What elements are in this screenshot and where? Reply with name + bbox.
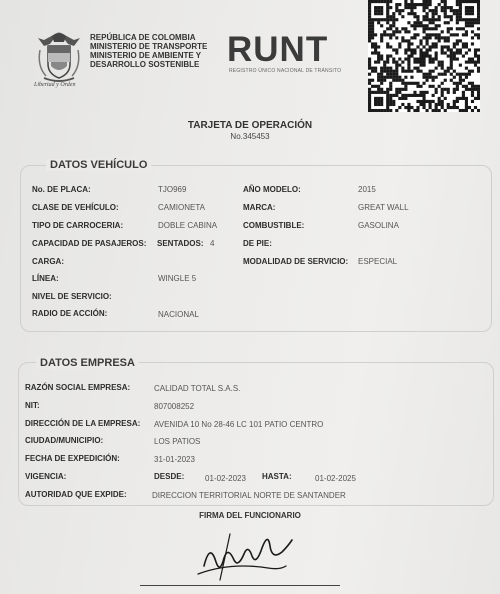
passenger-capacity-label: CAPACIDAD DE PASAJEROS: <box>32 239 147 248</box>
service-level-label: NIVEL DE SERVICIO: <box>32 292 112 301</box>
vehicle-class-label: CLASE DE VEHÍCULO: <box>32 203 119 212</box>
nit-value: 807008252 <box>154 402 195 411</box>
company-name-label: RAZÓN SOCIAL EMPRESA: <box>25 383 131 392</box>
model-year-label: AÑO MODELO: <box>243 185 301 194</box>
line-value: WINGLE 5 <box>158 274 197 283</box>
signature-mark <box>190 522 300 584</box>
ministry-block <box>90 33 207 69</box>
ministry-line: REPÚBLICA DE COLOMBIA <box>90 33 196 42</box>
seated-label: SENTADOS: <box>157 239 204 248</box>
ministry-line: MINISTERIO DE AMBIENTE Y <box>90 51 202 60</box>
document-number: No.345453 <box>230 132 270 141</box>
issue-date-value: 31-01-2023 <box>154 455 195 464</box>
cargo-label: CARGA: <box>32 257 64 266</box>
service-mode-value: ESPECIAL <box>358 257 398 266</box>
plate-label: No. DE PLACA: <box>32 185 91 194</box>
crest-caption: Libertad y Orden <box>34 82 76 88</box>
fuel-label: COMBUSTIBLE: <box>243 221 305 230</box>
vehicle-class-value: CAMIONETA <box>158 203 205 212</box>
company-section-title: DATOS EMPRESA <box>36 357 139 369</box>
colombia-coat-of-arms-icon <box>34 30 84 86</box>
validity-label: VIGENCIA: <box>25 472 67 481</box>
fuel-value: GASOLINA <box>358 221 399 230</box>
company-address-value: AVENIDA 10 No 28-46 LC 101 PATIO CENTRO <box>154 420 324 429</box>
body-type-label: TIPO DE CARROCERIA: <box>32 221 124 230</box>
action-radius-label: RADIO DE ACCIÓN: <box>32 309 108 318</box>
city-value: LOS PATIOS <box>154 437 201 446</box>
valid-until-label: HASTA: <box>262 472 292 481</box>
service-mode-label: MODALIDAD DE SERVICIO: <box>243 257 349 266</box>
company-address-label: DIRECCIÓN DE LA EMPRESA: <box>25 419 141 428</box>
body-type-value: DOBLE CABINA <box>158 221 218 230</box>
standing-label: DE PIE: <box>243 239 272 248</box>
signature-caption: FIRMA DEL FUNCIONARIO <box>199 511 301 520</box>
valid-from-label: DESDE: <box>154 472 185 481</box>
company-name-value: CALIDAD TOTAL S.A.S. <box>154 384 241 393</box>
issuing-authority-label: AUTORIDAD QUE EXPIDE: <box>25 490 127 499</box>
issuing-authority-value: DIRECCION TERRITORIAL NORTE DE SANTANDER <box>152 491 346 500</box>
qr-code-icon <box>368 0 480 112</box>
document-title: TARJETA DE OPERACIÓN <box>187 120 313 131</box>
model-year-value: 2015 <box>358 185 376 194</box>
brand-label: MARCA: <box>243 203 276 212</box>
issue-date-label: FECHA DE EXPEDICIÓN: <box>25 454 120 463</box>
action-radius-value: NACIONAL <box>158 310 199 319</box>
ministry-line: DESARROLLO SOSTENIBLE <box>90 60 200 69</box>
runt-logo: RUNT <box>227 30 329 69</box>
vehicle-section-title: DATOS VEHÍCULO <box>46 159 151 171</box>
plate-value: TJO969 <box>158 185 187 194</box>
nit-label: NIT: <box>25 401 40 410</box>
runt-subtitle: REGISTRO ÚNICO NACIONAL DE TRÁNSITO <box>229 68 342 74</box>
signature-line <box>140 585 340 586</box>
valid-until-value: 01-02-2025 <box>315 474 356 483</box>
line-label: LÍNEA: <box>32 274 59 283</box>
city-label: CIUDAD/MUNICIPIO: <box>25 436 104 445</box>
ministry-line: MINISTERIO DE TRANSPORTE <box>90 42 208 51</box>
seated-value: 4 <box>210 239 215 248</box>
brand-value: GREAT WALL <box>358 203 409 212</box>
valid-from-value: 01-02-2023 <box>205 474 246 483</box>
